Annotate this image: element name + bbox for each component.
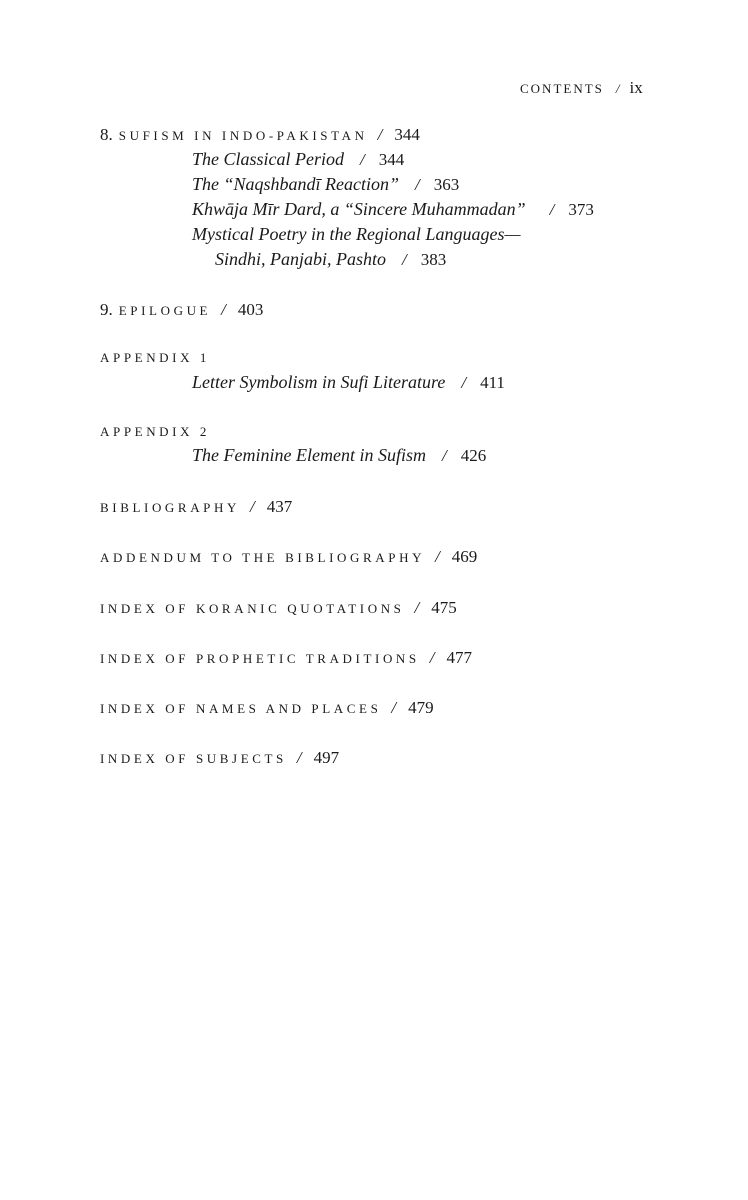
toc-entry-addendum[interactable] bbox=[100, 547, 477, 567]
toc-subentry[interactable] bbox=[192, 149, 404, 170]
page-ref: 411 bbox=[480, 373, 505, 392]
separator: / bbox=[249, 497, 255, 516]
page-ref: 479 bbox=[408, 698, 434, 717]
toc-entry-bibliography[interactable] bbox=[100, 497, 292, 517]
page-ref: 344 bbox=[394, 125, 420, 144]
subentry-title: Mystical Poetry in the Regional Languages— bbox=[192, 224, 521, 244]
separator: / bbox=[441, 446, 447, 465]
separator: / bbox=[296, 748, 302, 767]
page-ref: 477 bbox=[446, 648, 472, 667]
toc-subentry[interactable] bbox=[192, 174, 459, 195]
toc-subentry[interactable] bbox=[192, 372, 505, 393]
entry-title: ADDENDUM TO THE BIBLIOGRAPHY bbox=[100, 550, 426, 565]
toc-entry-appendix-2: APPENDIX 2 bbox=[100, 424, 211, 439]
separator: / bbox=[377, 125, 383, 144]
separator: / bbox=[549, 200, 555, 219]
toc-entry-chapter-9[interactable] bbox=[100, 300, 263, 320]
page-ref: 426 bbox=[460, 446, 487, 465]
separator: / bbox=[414, 598, 420, 617]
page-ref: 475 bbox=[431, 598, 457, 617]
separator: / bbox=[391, 698, 397, 717]
toc-entry-index-names[interactable] bbox=[100, 698, 434, 718]
entry-title: INDEX OF PROPHETIC TRADITIONS bbox=[100, 651, 420, 666]
running-head bbox=[520, 78, 643, 98]
page-number: ix bbox=[629, 78, 643, 97]
toc-entry-appendix-1: APPENDIX 1 bbox=[100, 350, 211, 365]
separator: / bbox=[221, 300, 226, 319]
toc-entry-index-subjects[interactable] bbox=[100, 748, 339, 768]
page-ref: 363 bbox=[433, 175, 460, 194]
page-ref: 344 bbox=[378, 150, 405, 169]
page-ref: 469 bbox=[451, 547, 478, 566]
separator: / bbox=[415, 175, 420, 194]
entry-title: INDEX OF SUBJECTS bbox=[100, 751, 287, 766]
entry-title: BIBLIOGRAPHY bbox=[100, 500, 240, 515]
running-head-label: CONTENTS bbox=[520, 81, 604, 96]
page-ref: 497 bbox=[313, 748, 340, 767]
subentry-title: The Classical Period bbox=[192, 149, 344, 169]
subentry-title: The Feminine Element in Sufism bbox=[192, 445, 426, 465]
subentry-title: Khwāja Mīr Dard, a “Sincere Muhammadan” bbox=[192, 199, 526, 219]
toc-subentry[interactable] bbox=[192, 445, 486, 466]
page-ref: 437 bbox=[266, 497, 293, 516]
entry-title: INDEX OF NAMES AND PLACES bbox=[100, 701, 382, 716]
toc-entry-index-prophetic[interactable] bbox=[100, 648, 472, 668]
separator: / bbox=[402, 250, 407, 269]
separator: / bbox=[461, 373, 467, 392]
page-ref: 383 bbox=[420, 250, 447, 269]
page-ref: 373 bbox=[568, 200, 594, 219]
toc-subentry[interactable] bbox=[192, 199, 594, 220]
subentry-title: Sindhi, Panjabi, Pashto bbox=[215, 249, 386, 269]
subentry-title: The “Naqshbandī Reaction” bbox=[192, 174, 400, 194]
entry-title: INDEX OF KORANIC QUOTATIONS bbox=[100, 601, 405, 616]
toc-subentry bbox=[192, 224, 520, 245]
toc-entry-index-koranic[interactable] bbox=[100, 598, 457, 618]
chapter-number: 9. bbox=[100, 300, 113, 319]
separator: / bbox=[360, 150, 365, 169]
separator: / bbox=[429, 648, 435, 667]
toc-subentry-continuation[interactable] bbox=[215, 249, 446, 270]
chapter-number: 8. bbox=[100, 125, 113, 144]
toc-entry-chapter-8[interactable] bbox=[100, 125, 420, 145]
separator: / bbox=[435, 547, 440, 566]
subentry-title: Letter Symbolism in Sufi Literature bbox=[192, 372, 446, 392]
chapter-title: EPILOGUE bbox=[118, 303, 212, 318]
page-ref: 403 bbox=[237, 300, 264, 319]
chapter-title: SUFISM IN INDO-PAKISTAN bbox=[118, 128, 368, 143]
separator: / bbox=[615, 81, 620, 96]
